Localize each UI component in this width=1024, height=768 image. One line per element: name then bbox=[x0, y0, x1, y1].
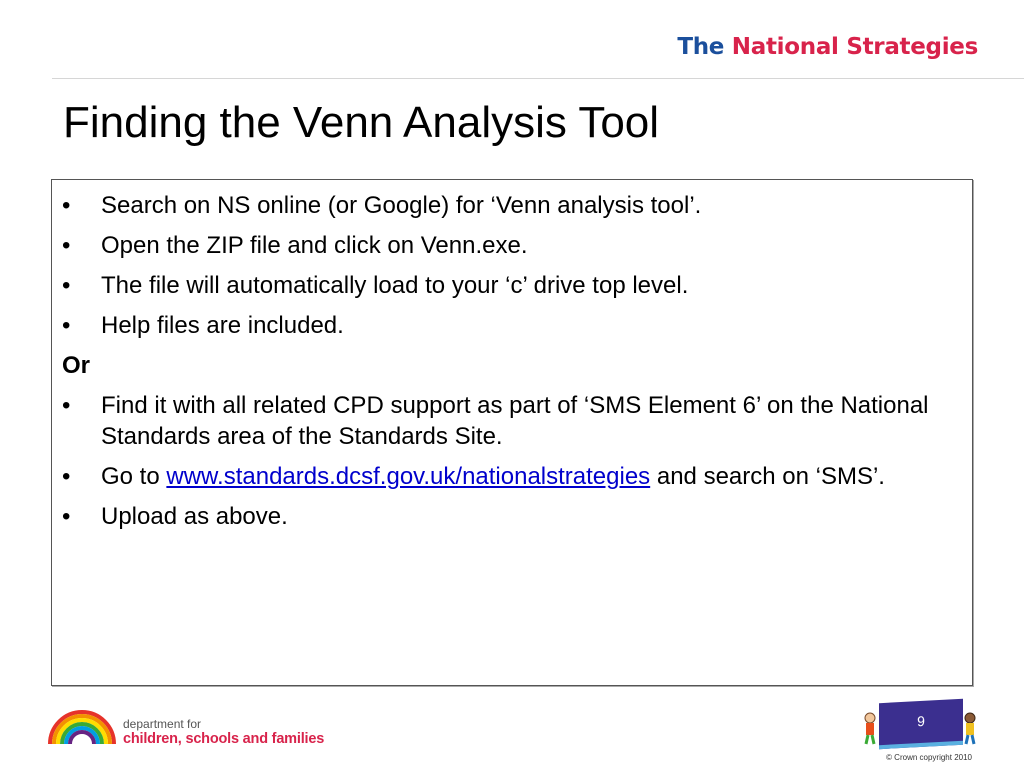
list-item-text: Upload as above. bbox=[101, 503, 288, 530]
bullet-list bbox=[52, 180, 972, 532]
list-item-text: Find it with all related CPD support as part of ‘SMS Element 6’ on the National Standards area of the Standards Site. bbox=[101, 392, 929, 450]
list-item bbox=[62, 230, 972, 261]
child-figure-icon bbox=[960, 712, 980, 746]
list-item-text-before: Go to bbox=[101, 463, 167, 490]
rainbow-logo-icon bbox=[46, 706, 118, 746]
header-divider bbox=[52, 78, 1024, 79]
list-item bbox=[62, 310, 972, 341]
list-item-text: Help files are included. bbox=[101, 312, 344, 339]
standards-site-link[interactable]: www.standards.dcsf.gov.uk/nationalstrategies bbox=[166, 463, 651, 490]
national-strategies-logo bbox=[677, 34, 978, 60]
or-label: Or bbox=[62, 352, 91, 379]
bullet-icon: • bbox=[62, 463, 71, 490]
brand-the-text: The bbox=[677, 34, 725, 60]
dept-line-2: children, schools and families bbox=[123, 731, 325, 747]
bullet-icon: • bbox=[62, 503, 71, 530]
slide-title: Finding the Venn Analysis Tool bbox=[63, 98, 660, 147]
list-item-text: Search on NS online (or Google) for ‘Venn analysis tool’. bbox=[101, 192, 702, 219]
list-item bbox=[62, 501, 972, 532]
bullet-icon: • bbox=[62, 272, 71, 299]
list-item-text-after: and search on ‘SMS’. bbox=[650, 463, 885, 490]
list-item-text: Open the ZIP file and click on Venn.exe. bbox=[101, 232, 528, 259]
list-item bbox=[62, 190, 972, 221]
bullet-icon: • bbox=[62, 312, 71, 339]
copyright-notice: © Crown copyright 2010 bbox=[886, 753, 972, 762]
child-figure-icon bbox=[860, 712, 880, 746]
content-box bbox=[51, 179, 973, 686]
department-logo-text bbox=[123, 717, 324, 747]
list-item bbox=[62, 461, 972, 492]
bullet-icon: • bbox=[62, 192, 71, 219]
bullet-icon: • bbox=[62, 232, 71, 259]
list-item bbox=[62, 390, 972, 452]
brand-name-text: National Strategies bbox=[731, 34, 978, 60]
page-number-badge: 9 bbox=[879, 699, 963, 749]
list-item bbox=[62, 270, 972, 301]
bullet-icon: • bbox=[62, 392, 71, 419]
list-item-text: The file will automatically load to your ‘c’ drive top level. bbox=[101, 272, 689, 299]
dept-line-1: department for bbox=[123, 717, 202, 731]
